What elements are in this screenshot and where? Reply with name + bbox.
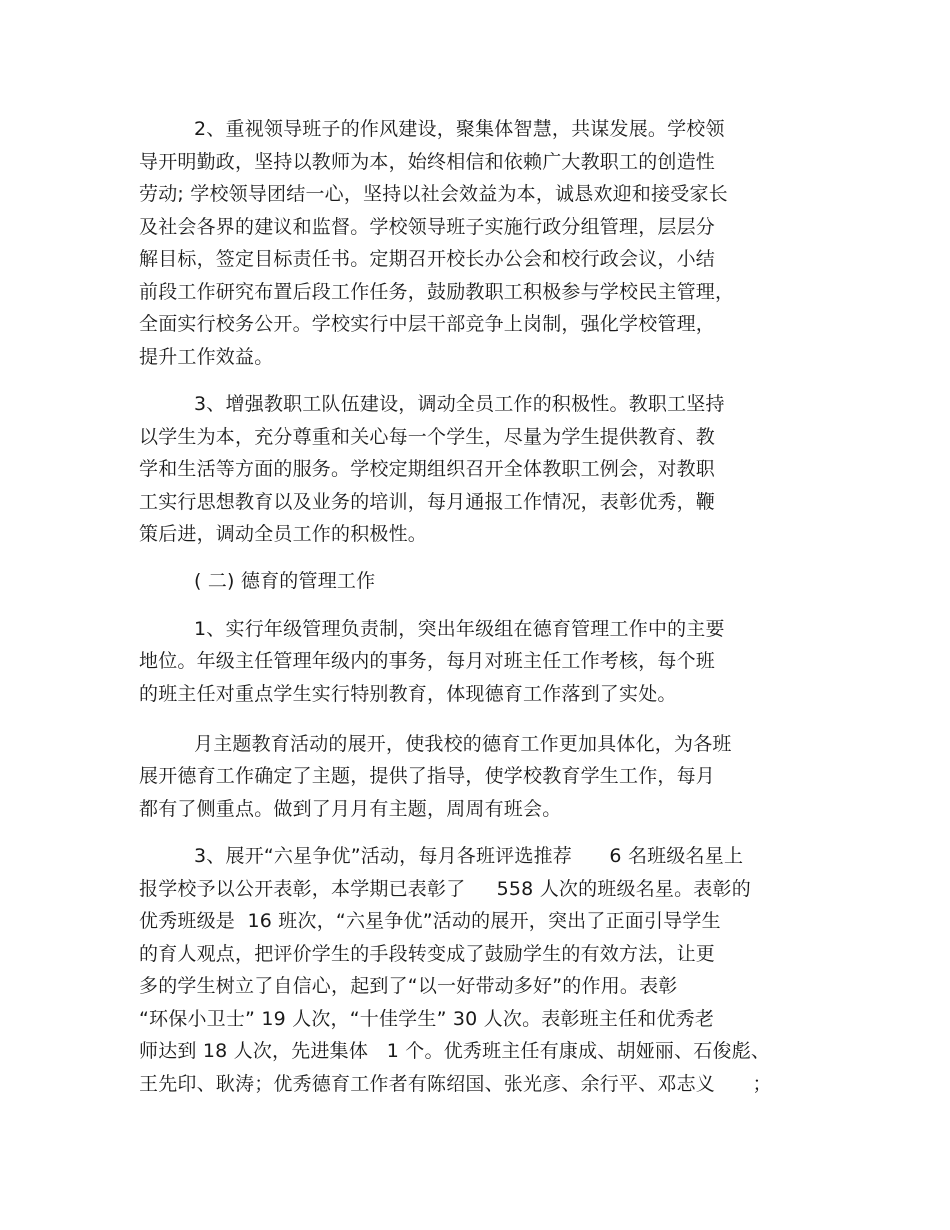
paragraph-5-line-1: 月主题教育活动的展开，使我校的德育工作更加具体化，为各班 xyxy=(194,733,732,755)
paragraph-4-line-3: 的班主任对重点学生实行特别教育，体现德育工作落到了实处。 xyxy=(139,683,677,705)
paragraph-2-line-1: 3、增强教职工队伍建设，调动全员工作的积极性。教职工坚持 xyxy=(194,393,725,415)
paragraph-5-line-2: 展开德育工作确定了主题，提供了指导，使学校教育学生工作，每月 xyxy=(139,765,716,787)
paragraph-5-line-3: 都有了侧重点。做到了月月有主题，周周有班会。 xyxy=(139,798,562,820)
paragraph-1-line-1: 2、重视领导班子的作风建设，聚集体智慧，共谋发展。学校领 xyxy=(194,118,725,140)
paragraph-1-line-3: 劳动; 学校领导团结一心，坚持以社会效益为本，诚恳欢迎和接受家长 xyxy=(139,183,728,205)
paragraph-2-line-2: 以学生为本，充分尊重和关心每一个学生，尽量为学生提供教育、教 xyxy=(139,426,716,448)
paragraph-2-line-4: 工实行思想教育以及业务的培训，每月通报工作情况，表彰优秀，鞭 xyxy=(139,491,716,513)
paragraph-6-line-4: 的育人观点，把评价学生的手段转变成了鼓励学生的有效方法，让更 xyxy=(139,943,716,965)
paragraph-1-line-6: 前段工作研究布置后段工作任务，鼓励教职工积极参与学校民主管理， xyxy=(139,281,735,303)
paragraph-6-line-7: 师达到 18 人次，先进集体 1 个。优秀班主任有康成、胡娅丽、石俊彪、 xyxy=(139,1040,771,1062)
paragraph-6-line-3: 优秀班级是 16 班次，“六星争优”活动的展开，突出了正面引导学生 xyxy=(139,910,721,932)
paragraph-1-line-8: 提升工作效益。 xyxy=(139,346,274,368)
paragraph-1-line-2: 导开明勤政，坚持以教师为本，始终相信和依赖广大教职工的创造性 xyxy=(139,151,716,173)
paragraph-6-line-6: “环保小卫士” 19 人次，“十佳学生” 30 人次。表彰班主任和优秀老 xyxy=(139,1008,715,1030)
paragraph-6-line-1: 3、展开“六星争优”活动，每月各班评选推荐 6 名班级名星上 xyxy=(194,845,744,867)
paragraph-1-line-5: 解目标，签定目标责任书。定期召开校长办公会和校行政会议，小结 xyxy=(139,248,716,270)
paragraph-4-line-1: 1、实行年级管理负责制，突出年级组在德育管理工作中的主要 xyxy=(194,618,725,640)
paragraph-6-line-5: 多的学生树立了自信心，起到了“以一好带动多好”的作用。表彰 xyxy=(139,975,678,997)
paragraph-2-line-5: 策后进，调动全员工作的积极性。 xyxy=(139,523,428,545)
paragraph-1-line-7: 全面实行校务公开。学校实行中层干部竞争上岗制，强化学校管理， xyxy=(139,313,716,335)
paragraph-2-line-3: 学和生活等方面的服务。学校定期组织召开全体教职工例会，对教职 xyxy=(139,458,716,480)
section-heading: ( 二) 德育的管理工作 xyxy=(194,570,376,592)
paragraph-4-line-2: 地位。年级主任管理年级内的事务，每月对班主任工作考核，每个班 xyxy=(139,650,716,672)
paragraph-6-line-8: 王先印、耿涛；优秀德育工作者有陈绍国、张光彦、余行平、邓志义 ； xyxy=(139,1073,772,1095)
paragraph-6-line-2: 报学校予以公开表彰，本学期已表彰了 558 人次的班级名星。表彰的 xyxy=(139,878,751,900)
paragraph-1-line-4: 及社会各界的建议和监督。学校领导班子实施行政分组管理，层层分 xyxy=(139,216,716,238)
